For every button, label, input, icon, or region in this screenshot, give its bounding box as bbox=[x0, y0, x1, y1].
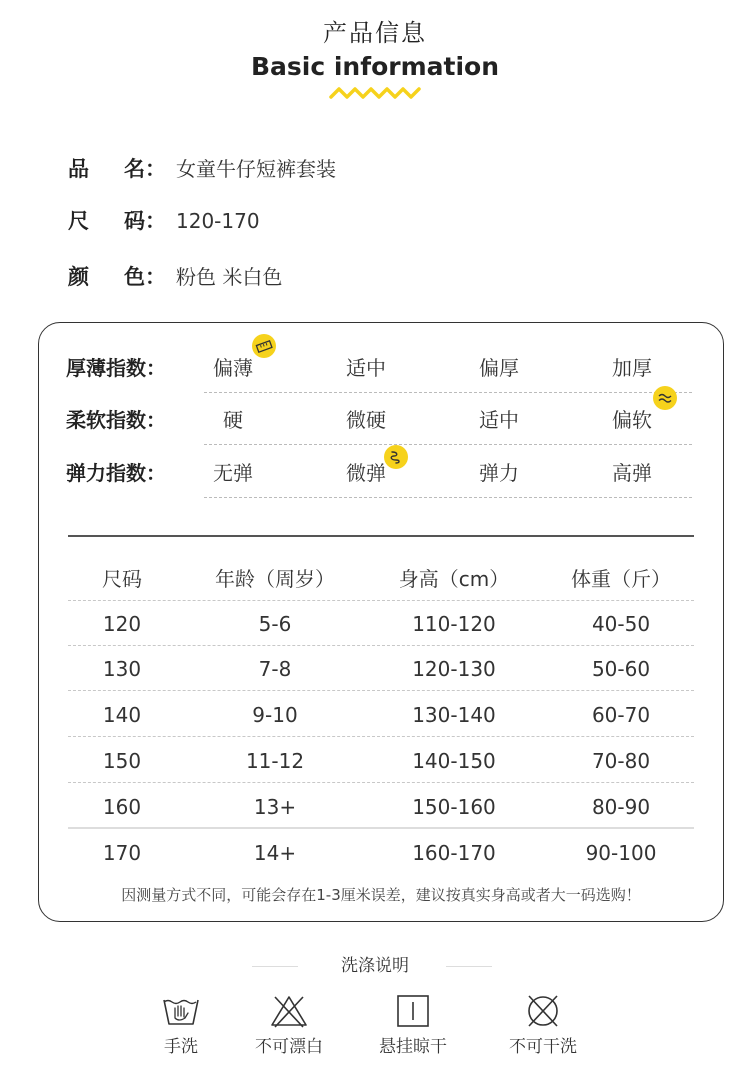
hand-wash-icon bbox=[161, 994, 201, 1028]
index-label: 柔软指数： bbox=[66, 408, 166, 432]
wash-title-row bbox=[0, 952, 750, 980]
table-cell: 13+ bbox=[253, 795, 297, 819]
dashed-divider bbox=[204, 392, 692, 393]
care-item-hand-wash bbox=[126, 994, 236, 1058]
table-cell: 50-60 bbox=[591, 657, 651, 681]
info-value: 女童牛仔短裤套装 bbox=[176, 157, 336, 181]
info-label-char: 色： bbox=[124, 265, 166, 289]
table-row bbox=[68, 692, 694, 737]
table-header-cell: 身高（cm） bbox=[398, 567, 510, 591]
index-option: 高弹 bbox=[612, 461, 652, 485]
table-header-cell: 体重（斤） bbox=[571, 567, 671, 591]
info-value: 粉色 米白色 bbox=[176, 265, 283, 289]
table-row bbox=[68, 646, 694, 691]
index-option: 微硬 bbox=[346, 408, 386, 432]
info-label-char: 品 bbox=[68, 157, 89, 181]
dashed-divider bbox=[68, 736, 694, 737]
title-en: Basic information bbox=[250, 52, 500, 81]
divider-line bbox=[446, 966, 492, 967]
care-item-no-bleach bbox=[234, 994, 344, 1058]
index-option: 适中 bbox=[479, 408, 519, 432]
index-option: 偏薄 bbox=[213, 356, 253, 380]
table-cell: 7-8 bbox=[258, 657, 292, 681]
table-cell: 160 bbox=[102, 795, 142, 819]
dashed-divider bbox=[204, 497, 692, 498]
table-cell: 14+ bbox=[253, 841, 297, 865]
care-label: 手洗 bbox=[164, 1037, 198, 1057]
zigzag-decoration-icon bbox=[329, 86, 421, 100]
table-header-cell: 年龄（周岁） bbox=[215, 567, 335, 591]
info-label-char: 颜 bbox=[68, 265, 89, 289]
table-cell: 170 bbox=[102, 841, 142, 865]
table-cell: 110-120 bbox=[412, 612, 496, 636]
index-label: 弹力指数： bbox=[66, 461, 166, 485]
info-label-char: 码： bbox=[124, 209, 166, 233]
table-cell: 70-80 bbox=[591, 749, 651, 773]
index-label: 厚薄指数： bbox=[66, 356, 166, 380]
index-option: 无弹 bbox=[213, 461, 253, 485]
index-option: 微弹 bbox=[346, 461, 386, 485]
table-cell: 11-12 bbox=[245, 749, 305, 773]
care-label: 不可漂白 bbox=[255, 1037, 323, 1057]
dashed-divider bbox=[68, 690, 694, 691]
table-cell: 120-130 bbox=[412, 657, 496, 681]
table-cell: 120 bbox=[102, 612, 142, 636]
dashed-divider bbox=[68, 782, 694, 783]
care-label: 不可干洗 bbox=[509, 1037, 577, 1057]
table-row bbox=[68, 601, 694, 646]
table-cell: 80-90 bbox=[591, 795, 651, 819]
info-value: 120-170 bbox=[176, 209, 260, 233]
dashed-divider bbox=[204, 444, 692, 445]
index-option: 适中 bbox=[346, 356, 386, 380]
index-option: 偏厚 bbox=[479, 356, 519, 380]
no-bleach-icon bbox=[269, 994, 309, 1028]
table-cell: 9-10 bbox=[252, 703, 298, 727]
table-cell: 160-170 bbox=[412, 841, 496, 865]
table-header-cell: 尺码 bbox=[102, 567, 142, 591]
measurement-note: 因测量方式不同，可能会存在1-3厘米误差，建议按真实身高或者大一码选购！ bbox=[121, 886, 641, 904]
table-cell: 60-70 bbox=[591, 703, 651, 727]
table-cell: 150 bbox=[102, 749, 142, 773]
table-cell: 140-150 bbox=[412, 749, 496, 773]
solid-divider bbox=[68, 827, 694, 829]
table-row bbox=[68, 738, 694, 783]
spring-icon bbox=[384, 445, 408, 469]
table-cell: 90-100 bbox=[585, 841, 657, 865]
table-cell: 150-160 bbox=[412, 795, 496, 819]
table-header-row bbox=[68, 556, 694, 601]
line-dry-icon bbox=[393, 994, 433, 1028]
table-cell: 40-50 bbox=[591, 612, 651, 636]
table-row bbox=[68, 784, 694, 829]
index-option: 硬 bbox=[223, 408, 243, 432]
table-cell: 130 bbox=[102, 657, 142, 681]
care-item-no-dry-clean bbox=[488, 994, 598, 1058]
care-label: 悬挂晾干 bbox=[379, 1037, 447, 1057]
section-divider bbox=[68, 535, 694, 537]
table-cell: 5-6 bbox=[258, 612, 292, 636]
no-dry-clean-icon bbox=[523, 994, 563, 1028]
title-cn: 产品信息 bbox=[323, 19, 427, 47]
table-row bbox=[68, 830, 694, 875]
wash-title: 洗涤说明 bbox=[341, 956, 409, 976]
ruler-icon bbox=[252, 334, 276, 358]
info-label-char: 名： bbox=[124, 157, 166, 181]
index-option: 弹力 bbox=[479, 461, 519, 485]
header bbox=[0, 18, 750, 100]
index-option: 偏软 bbox=[612, 408, 652, 432]
info-label-char: 尺 bbox=[68, 209, 89, 233]
care-item-line-dry bbox=[358, 994, 468, 1058]
wave-icon bbox=[653, 386, 677, 410]
table-cell: 140 bbox=[102, 703, 142, 727]
table-cell: 130-140 bbox=[412, 703, 496, 727]
index-option: 加厚 bbox=[612, 356, 652, 380]
